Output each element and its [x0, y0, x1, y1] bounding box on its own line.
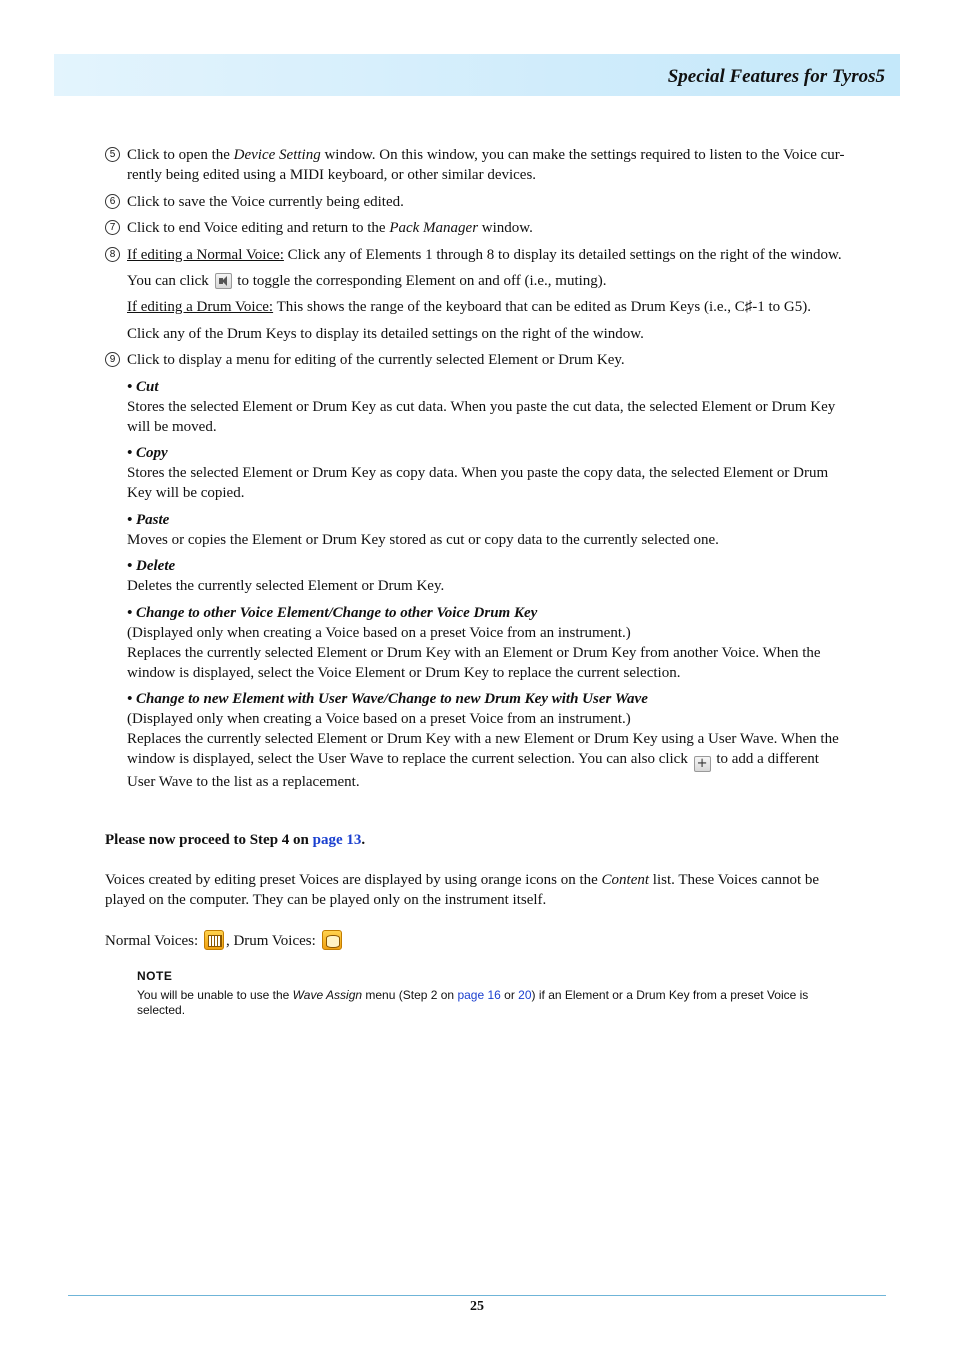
menu-title-change-user-wave: • Change to new Element with User Wave/Change to new Drum Key with User Wave	[127, 691, 648, 707]
footer-divider	[68, 1295, 886, 1296]
menu-entry-cut: • Cut Stores the selected Element or Drum Key as cut data. When you paste the cut data, the selected Element or Drum Key will be moved.	[127, 377, 890, 437]
pack-manager-term: Pack Manager	[389, 220, 479, 236]
mute-instruction: You can click to toggle the corresponding Element on and off (i.e., muting).	[127, 273, 607, 289]
wave-assign-term: Wave Assign	[292, 988, 363, 1002]
circled-number-9: 9	[105, 352, 120, 367]
page-header-band	[54, 54, 900, 96]
drum-voice-drum-icon	[322, 930, 342, 950]
content-term: Content	[601, 872, 650, 888]
drum-voice-instruction: If editing a Drum Voice: This shows the range of the keyboard that can be edited as Drum Keys (i.e., C♯-1 to G5).	[127, 299, 812, 315]
menu-entry-paste: • Paste Moves or copies the Element or Drum Key stored as cut or copy data to the currently selected one.	[127, 510, 890, 550]
circled-number-5: 5	[105, 147, 120, 162]
plus-icon: +	[694, 756, 711, 772]
speaker-mute-icon	[215, 273, 232, 289]
header-title: Special Features for Tyros5	[667, 66, 885, 87]
menu-entry-change-other-voice: • Change to other Voice Element/Change to other Voice Drum Key (Displayed only when creating a Voice based on a preset Voice from an instrument.) Replaces the currently selected Element or Drum Key with an Element or Drum Key from another Voice. When the window is displayed, select the Voice Element or Drum Key to replace the current selection.	[127, 603, 890, 683]
page-13-link[interactable]: page 13	[312, 832, 362, 848]
menu-entry-change-user-wave: • Change to new Element with User Wave/Change to new Drum Key with User Wave (Displayed only when creating a Voice based on a preset Voice from an instrument.) Replaces the currently selected Element or Drum Key with a new Element or Drum Key using a User Wave. When the window is displayed, select the User Wave to replace the current selection. You can also click + to add a different User Wave to the list as a replacement.	[127, 689, 890, 792]
drum-voice-label: If editing a Drum Voice:	[127, 299, 274, 315]
voices-paragraph: Voices created by editing preset Voices are displayed by using orange icons on the Content list. These Voices cannot be played on the computer. They can be played only on the instrument itself.	[105, 872, 820, 908]
drum-keys-instruction: Click any of the Drum Keys to display its detailed settings on the right of the window.	[127, 326, 644, 342]
normal-voice-label: If editing a Normal Voice:	[127, 247, 284, 263]
page-20-link[interactable]: 20	[518, 988, 532, 1002]
menu-title-change-other-voice: • Change to other Voice Element/Change to other Voice Drum Key	[127, 605, 538, 621]
note-heading: NOTE	[137, 969, 173, 983]
menu-entry-copy: • Copy Stores the selected Element or Drum Key as copy data. When you paste the copy data, the selected Element or Drum Key will be copied.	[127, 443, 890, 503]
menu-title-cut: • Cut	[127, 379, 159, 395]
page-16-link[interactable]: page 16	[457, 988, 501, 1002]
circled-number-6: 6	[105, 194, 120, 209]
note-box: NOTE You will be unable to use the Wave Assign menu (Step 2 on page 16 or 20) if an Element or a Drum Key from a preset Voice is selected.	[137, 969, 877, 1018]
circled-number-8: 8	[105, 247, 120, 262]
menu-entry-delete: • Delete Deletes the currently selected Element or Drum Key.	[127, 556, 890, 596]
menu-title-paste: • Paste	[127, 512, 170, 528]
menu-title-copy: • Copy	[127, 445, 168, 461]
menu-title-delete: • Delete	[127, 558, 176, 574]
voice-icons-line: Normal Voices: , Drum Voices:	[105, 930, 890, 951]
normal-voice-keyboard-icon	[204, 930, 224, 950]
proceed-line: Please now proceed to Step 4 on page 13.	[105, 832, 366, 848]
device-setting-term: Device Setting	[233, 147, 321, 163]
page-number: 25	[470, 1299, 484, 1314]
circled-number-7: 7	[105, 220, 120, 235]
